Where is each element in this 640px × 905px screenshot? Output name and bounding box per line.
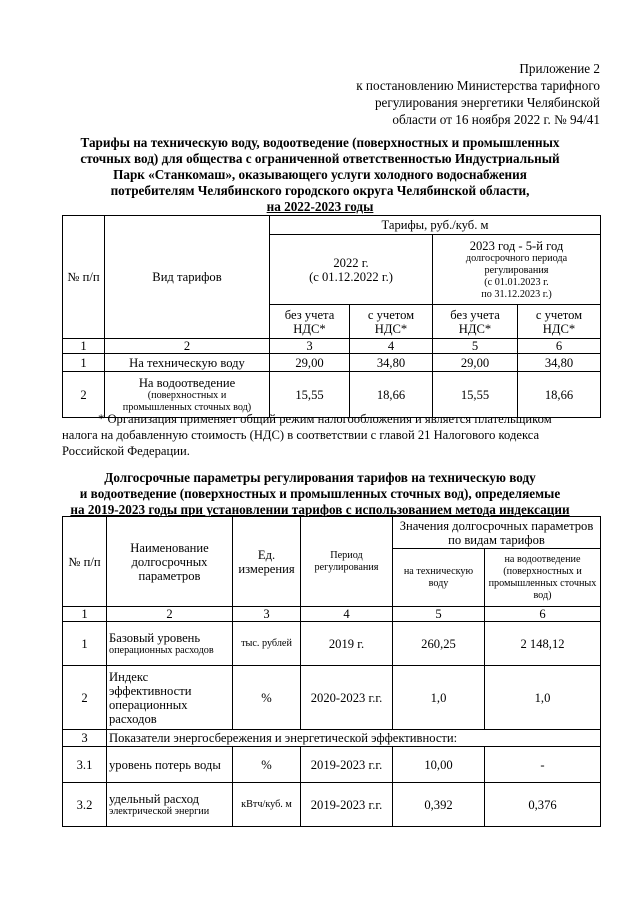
row-num: 1 bbox=[63, 622, 107, 666]
row-num: 3.2 bbox=[63, 783, 107, 827]
row-section-title: Показатели энергосбережения и энергетической эффективности: bbox=[107, 730, 601, 747]
row-water-value: 10,00 bbox=[393, 747, 485, 783]
header-2023-sub: регулирования bbox=[484, 264, 549, 276]
header-2023-sub: долгосрочного периода bbox=[465, 252, 568, 264]
tariffs-title bbox=[40, 135, 600, 215]
header-2023-year: 2023 год - 5-й год bbox=[469, 238, 564, 253]
row-value: 29,00 bbox=[433, 354, 518, 372]
appendix-header bbox=[312, 60, 600, 128]
row-drain-value: 1,0 bbox=[485, 666, 601, 730]
row-drain-value: 0,376 bbox=[485, 783, 601, 827]
column-numbers-row bbox=[63, 607, 601, 622]
header-num: № п/п bbox=[63, 216, 105, 339]
header-period: Период регулирования bbox=[301, 517, 393, 607]
column-number: 5 bbox=[393, 607, 485, 622]
column-number: 4 bbox=[301, 607, 393, 622]
header-with-vat: с учетом НДС* bbox=[350, 305, 433, 339]
table-row bbox=[63, 783, 601, 827]
title-line: потребителям Челябинского городского округа Челябинской области, bbox=[110, 183, 530, 198]
row-name-main: Базовый уровень bbox=[109, 630, 201, 645]
row-unit: % bbox=[233, 666, 301, 730]
row-name-sub: электрической энергии bbox=[109, 805, 210, 817]
row-unit: тыс. рублей bbox=[233, 622, 301, 666]
table-row bbox=[63, 354, 601, 372]
row-value: 15,55 bbox=[433, 372, 518, 418]
title-line: на 2019-2023 годы при установлении тарифов с использованием метода индексации bbox=[70, 502, 570, 517]
header-2022-year: 2022 г. bbox=[333, 255, 369, 270]
table-row bbox=[63, 622, 601, 666]
header-2022 bbox=[270, 235, 433, 305]
header-unit: Ед. измерения bbox=[233, 517, 301, 607]
row-drain-value: 2 148,12 bbox=[485, 622, 601, 666]
row-value: 18,66 bbox=[350, 372, 433, 418]
table-row bbox=[63, 730, 601, 747]
row-drain-value: - bbox=[485, 747, 601, 783]
tariffs-table bbox=[62, 215, 601, 418]
row-num: 3.1 bbox=[63, 747, 107, 783]
row-name bbox=[107, 783, 233, 827]
column-number: 1 bbox=[63, 607, 107, 622]
header-tariff-type: Вид тарифов bbox=[105, 216, 270, 339]
appendix-line: регулирования энергетики Челябинской bbox=[374, 95, 600, 110]
title-line: сточных вод) для общества с ограниченной ответственностью Индустриальный bbox=[80, 151, 560, 166]
row-value: 34,80 bbox=[350, 354, 433, 372]
header-tariffs: Тарифы, руб./куб. м bbox=[270, 216, 601, 235]
row-name-main: удельный расход bbox=[109, 791, 200, 806]
header-technical-water: на техническую воду bbox=[393, 549, 485, 607]
row-name-main: На водоотведение bbox=[138, 375, 236, 390]
row-value: 15,55 bbox=[270, 372, 350, 418]
row-value: 18,66 bbox=[518, 372, 601, 418]
row-period: 2019 г. bbox=[301, 622, 393, 666]
row-name: Индекс эффективности операционных расходов bbox=[107, 666, 233, 730]
row-period: 2019-2023 г.г. bbox=[301, 747, 393, 783]
appendix-line: к постановлению Министерства тарифного bbox=[356, 78, 600, 93]
header-2023-sub: (с 01.01.2023 г. bbox=[484, 276, 549, 288]
row-period: 2020-2023 г.г. bbox=[301, 666, 393, 730]
row-name-sub: (поверхностных и bbox=[147, 389, 227, 401]
row-water-value: 1,0 bbox=[393, 666, 485, 730]
title-line: Долгосрочные параметры регулирования тарифов на техническую воду bbox=[104, 470, 536, 485]
column-number: 5 bbox=[433, 339, 518, 354]
header-without-vat: без учета НДС* bbox=[433, 305, 518, 339]
footnote-line: налога на добавленную стоимость (НДС) в соответствии с главой 21 Налогового кодекса bbox=[62, 428, 540, 442]
row-name bbox=[107, 622, 233, 666]
row-num: 1 bbox=[63, 354, 105, 372]
parameters-title bbox=[40, 470, 600, 518]
row-value: 34,80 bbox=[518, 354, 601, 372]
header-values: Значения долгосрочных параметров по видам тарифов bbox=[393, 517, 601, 549]
row-unit: кВтч/куб. м bbox=[233, 783, 301, 827]
row-unit: % bbox=[233, 747, 301, 783]
title-line: на 2022-2023 годы bbox=[266, 199, 374, 214]
header-2023 bbox=[433, 235, 601, 305]
row-water-value: 260,25 bbox=[393, 622, 485, 666]
row-num: 2 bbox=[63, 666, 107, 730]
header-2023-sub: по 31.12.2023 г.) bbox=[481, 288, 552, 300]
row-name: На техническую воду bbox=[105, 354, 270, 372]
title-line: Парк «Станкомаш», оказывающего услуги холодного водоснабжения bbox=[113, 167, 527, 182]
vat-footnote bbox=[62, 411, 600, 459]
footnote-line: * Организация применяет общий режим налогообложения и является плательщиком bbox=[98, 412, 552, 426]
column-number: 6 bbox=[485, 607, 601, 622]
footnote-line: Российской Федерации. bbox=[62, 444, 190, 458]
appendix-line: области от 16 ноября 2022 г. № 94/41 bbox=[392, 112, 600, 127]
row-num: 2 bbox=[63, 372, 105, 418]
table-row bbox=[63, 747, 601, 783]
header-without-vat: без учета НДС* bbox=[270, 305, 350, 339]
header-parameter-name: Наименование долгосрочных параметров bbox=[107, 517, 233, 607]
row-num: 3 bbox=[63, 730, 107, 747]
row-value: 29,00 bbox=[270, 354, 350, 372]
column-number: 2 bbox=[105, 339, 270, 354]
row-name-sub: промышленных сточных вод) bbox=[122, 401, 252, 413]
header-with-vat: с учетом НДС* bbox=[518, 305, 601, 339]
column-number: 6 bbox=[518, 339, 601, 354]
title-line: Тарифы на техническую воду, водоотведение (поверхностных и промышленных bbox=[80, 135, 560, 150]
column-number: 4 bbox=[350, 339, 433, 354]
row-period: 2019-2023 г.г. bbox=[301, 783, 393, 827]
header-num: № п/п bbox=[63, 517, 107, 607]
row-name: уровень потерь воды bbox=[107, 747, 233, 783]
row-water-value: 0,392 bbox=[393, 783, 485, 827]
column-number: 3 bbox=[270, 339, 350, 354]
header-2022-period: (с 01.12.2022 г.) bbox=[309, 269, 393, 284]
header-drainage: на водоотведение (поверхностных и промышленных сточных вод) bbox=[485, 549, 601, 607]
column-number: 3 bbox=[233, 607, 301, 622]
parameters-table bbox=[62, 516, 601, 827]
appendix-line: Приложение 2 bbox=[519, 61, 600, 76]
column-numbers-row bbox=[63, 339, 601, 354]
table-row bbox=[63, 666, 601, 730]
title-line: и водоотведение (поверхностных и промышленных сточных вод), определяемые bbox=[79, 486, 561, 501]
column-number: 1 bbox=[63, 339, 105, 354]
row-name-sub: операционных расходов bbox=[109, 644, 214, 656]
column-number: 2 bbox=[107, 607, 233, 622]
